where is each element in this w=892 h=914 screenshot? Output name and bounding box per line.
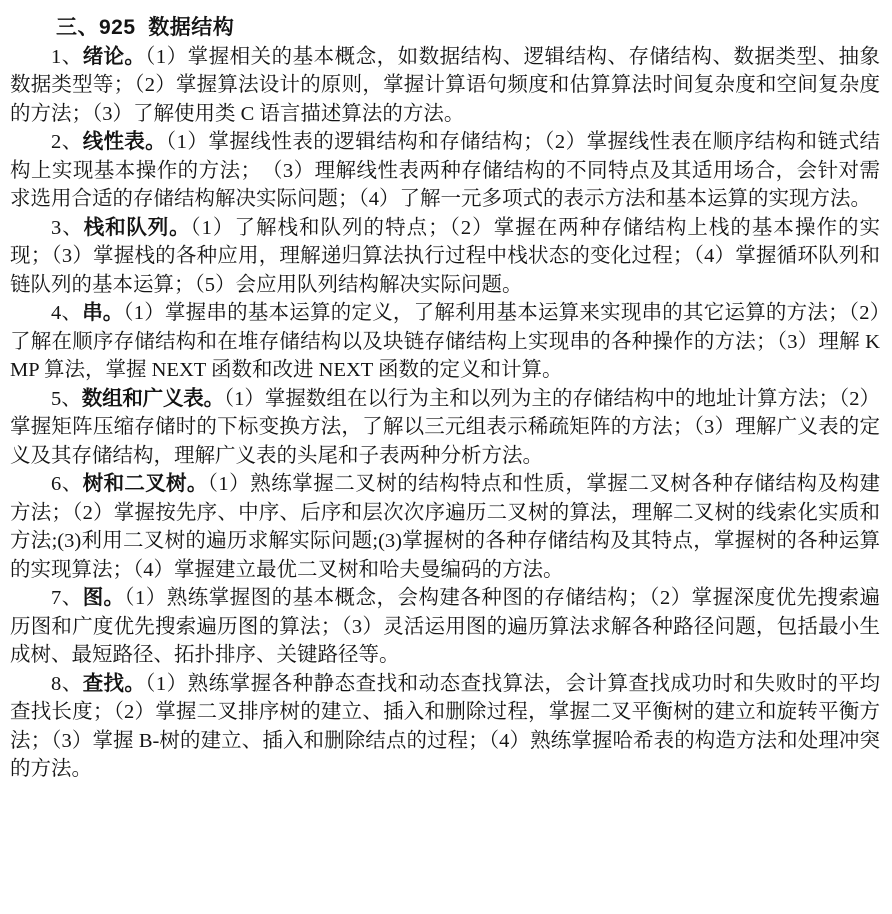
section-body: （1）熟练掌握各种静态查找和动态查找算法，会计算查找成功时和失败时的平均查找长度；（2）掌握二叉排序树的建立、插入和删除过程，掌握二叉平衡树的建立和旋转平衡方法；（3）掌握 B-树的建立、插入和删除结点的过程；（4）熟练掌握哈希表的构造方法和处理冲突的方法。 bbox=[10, 672, 881, 780]
section-name: 串。 bbox=[82, 301, 124, 324]
section-3 bbox=[10, 214, 880, 300]
section-6 bbox=[10, 470, 880, 584]
section-paragraph bbox=[10, 128, 880, 214]
section-1 bbox=[10, 43, 880, 129]
section-number: 5、 bbox=[51, 387, 82, 410]
section-number: 1、 bbox=[51, 45, 83, 68]
section-paragraph bbox=[10, 584, 880, 670]
page-title: 三、925 数据结构 bbox=[56, 16, 235, 39]
section-paragraph bbox=[10, 670, 880, 784]
section-7 bbox=[10, 584, 880, 670]
section-name: 线性表。 bbox=[82, 130, 166, 153]
section-paragraph bbox=[10, 214, 880, 300]
section-body: （1）熟练掌握图的基本概念，会构建各种图的存储结构；（2）掌握深度优先搜索遍历图和广度优先搜索遍历图的算法；（3）灵活运用图的遍历算法求解各种路径问题，包括最小生成树、最短路径、拓扑排序、关键路径等。 bbox=[10, 587, 881, 666]
section-body: （1）掌握串的基本运算的定义，了解利用基本运算来实现串的其它运算的方法；（2）了解在顺序存储结构和在堆存储结构以及块链存储结构上实现串的各种操作的方法；（3）理解 KMP 算法，掌握 NEXT 函数和改进 NEXT 函数的定义和计算。 bbox=[10, 302, 881, 381]
section-paragraph bbox=[10, 385, 880, 471]
section-number: 7、 bbox=[51, 587, 83, 609]
section-body: （1）掌握相关的基本概念，如数据结构、逻辑结构、存储结构、数据类型、抽象数据类型等；（2）掌握算法设计的原则，掌握计算语句频度和估算算法时间复杂度和空间复杂度的方法；（3）了解使用类 C 语言描述算法的方法。 bbox=[10, 45, 881, 125]
section-name: 数组和广义表。 bbox=[81, 386, 224, 410]
section-name: 查找。 bbox=[82, 671, 146, 695]
section-paragraph bbox=[10, 299, 880, 385]
section-body: （1）掌握数组在以行为主和以列为主的存储结构中的地址计算方法；（2）掌握矩阵压缩存储时的下标变换方法，了解以三元组表示稀疏矩阵的方法；（3）理解广义表的定义及其存储结构，理解广义表的头尾和子表两种分析方法。 bbox=[10, 387, 880, 467]
section-body: （1）了解栈和队列的特点；（2）掌握在两种存储结构上栈的基本操作的实现；（3）掌握栈的各种应用，理解递归算法执行过程中栈状态的变化过程；（4）掌握循环队列和链队列的基本运算；（5）会应用队列结构解决实际问题。 bbox=[10, 216, 881, 296]
section-name: 图。 bbox=[82, 586, 125, 609]
section-name: 树和二叉树。 bbox=[82, 472, 208, 495]
section-2 bbox=[10, 128, 880, 214]
section-number: 6、 bbox=[51, 473, 83, 495]
section-number: 2、 bbox=[51, 131, 83, 153]
section-5 bbox=[10, 385, 880, 471]
section-body: （1）熟练掌握二叉树的结构特点和性质，掌握二叉树各种存储结构及构建方法；（2）掌握按先序、中序、后序和层次次序遍历二叉树的算法，理解二叉树的线索化实质和方法;(3)利用二叉树的遍历求解实际问题;(3)掌握树的各种存储结构及其特点，掌握树的各种运算的实现算法；（4）掌握建立最优二叉树和哈夫曼编码的方法。 bbox=[10, 473, 881, 581]
section-paragraph bbox=[10, 470, 880, 584]
section-body: （1）掌握线性表的逻辑结构和存储结构；（2）掌握线性表在顺序结构和链式结构上实现基本操作的方法； （3）理解线性表两种存储结构的不同特点及其适用场合，会针对需求选用合适的存储结构解决实际问题；（4）了解一元多项式的表示方法和基本运算的实现方法。 bbox=[10, 131, 881, 210]
section-4 bbox=[10, 299, 880, 385]
section-8 bbox=[10, 670, 880, 784]
section-paragraph bbox=[10, 43, 880, 129]
section-number: 4、 bbox=[51, 302, 83, 324]
section-name: 绪论。 bbox=[82, 44, 146, 68]
section-number: 8、 bbox=[51, 672, 83, 695]
section-name: 栈和队列。 bbox=[83, 215, 191, 239]
section-number: 3、 bbox=[51, 216, 84, 239]
